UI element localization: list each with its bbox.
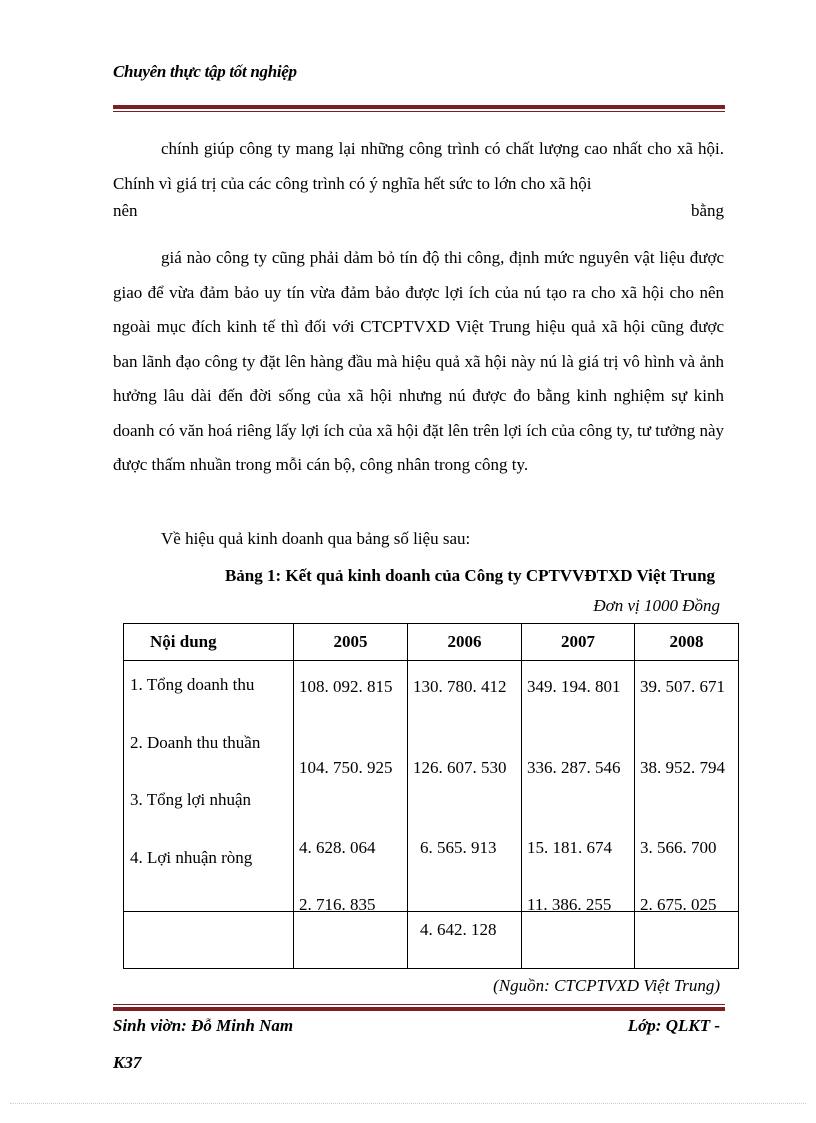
empty-cell [635,912,739,969]
value-2008-loi-nhuan-rong: 2. 675. 025 [640,895,717,914]
header-2008: 2008 [635,624,739,661]
table-source: (Nguồn: CTCPTVXD Việt Trung) [493,976,720,995]
header-rule [113,105,725,112]
paragraph-1: chính giúp công ty mang lại những công trình có chất lượng cao nhất cho xã hội. Chính vì giá trị của các công trình có ý nghĩa hết sức to lớn cho xã hội [113,139,724,193]
table-title: Bảng 1: Kết quả kinh doanh của Công ty CPTVVĐTXD Việt Trung [224,566,716,585]
value-2008-tong-doanh-thu: 39. 507. 671 [640,677,725,696]
results-table [123,623,739,969]
header-noi-dung: Nội dung [124,624,294,661]
header-2005: 2005 [294,624,408,661]
header-2006: 2006 [408,624,522,661]
table-unit: Đơn vị 1000 Đồng [593,596,720,615]
label-loi-nhuan-rong: 4. Lợi nhuận ròng [130,848,253,867]
table-row [124,661,739,912]
value-2007-loi-nhuan-rong: 11. 386. 255 [527,895,612,914]
footer-author: Sinh viờn: Đỗ Minh Nam [113,1016,294,1035]
col-2006-extra-cell [408,912,522,969]
value-2005-doanh-thu-thuan: 104. 750. 925 [299,758,393,777]
paragraph-1-word-bang: bằng [690,201,724,220]
col-2007-cell [522,661,635,912]
empty-cell [124,912,294,969]
paragraph-2: giá nào công ty cũng phải dảm bỏ tín độ thi công, định mức nguyên vật liệu được giao để vừa đảm bảo uy tín vừa đảm bảo được lợi ích của nú tạo ra cho xã hội cho nên ngoài mục đích kinh tế thì đối với CTCPTVXD Việt Trung hiệu quả xã hội cũng được ban lãnh đạo công ty đặt lên hàng đầu mà hiệu quả xã hội này nú là giá trị vô hình và ảnh hưởng lâu dài đến đời sống của xã hội nhưng nú được đo bằng kinh nghiệm sự kinh doanh có văn hoá riêng lấy lợi ích của xã hội đặt lên trên lợi ích của công ty, tư tưởng này được thấm nhuần trong mỗi cán bộ, công nhân trong công ty. [113,248,724,474]
col-2006-cell [408,661,522,912]
value-2008-tong-loi-nhuan: 3. 566. 700 [640,838,717,857]
value-2008-doanh-thu-thuan: 38. 952. 794 [640,758,725,777]
footer-rule [113,1004,725,1011]
col-2005-cell [294,661,408,912]
value-2006-doanh-thu-thuan: 126. 607. 530 [413,758,507,777]
paragraph-1-word-nen: nên [113,201,138,220]
label-tong-loi-nhuan: 3. Tổng lợi nhuận [130,790,252,809]
header-title: Chuyên thực tập tốt nghiệp [113,62,297,81]
col-2008-cell [635,661,739,912]
value-2007-doanh-thu-thuan: 336. 287. 546 [527,758,621,777]
value-2006-tong-loi-nhuan: 6. 565. 913 [420,838,497,857]
value-2007-tong-doanh-thu: 349. 194. 801 [527,677,621,696]
value-2005-tong-loi-nhuan: 4. 628. 064 [299,838,376,857]
value-2006-loi-nhuan-rong: 4. 642. 128 [420,920,497,939]
value-2005-tong-doanh-thu: 108. 092. 815 [299,677,393,696]
value-2006-tong-doanh-thu: 130. 780. 412 [413,677,507,696]
label-doanh-thu-thuan: 2. Doanh thu thuần [130,733,261,752]
empty-cell [294,912,408,969]
page-edge [10,1103,806,1104]
empty-cell [522,912,635,969]
row-labels-cell [124,661,294,912]
paragraph-3: Về hiệu quả kinh doanh qua bảng số liệu sau: [161,529,471,548]
header-2007: 2007 [522,624,635,661]
value-2007-tong-loi-nhuan: 15. 181. 674 [527,838,612,857]
paragraph-1-last-line [113,201,724,221]
footer-class-continued: K37 [113,1053,142,1072]
table-header-row [124,624,739,661]
value-2005-loi-nhuan-rong: 2. 716. 835 [299,895,376,914]
table-row [124,912,739,969]
label-tong-doanh-thu: 1. Tổng doanh thu [130,675,255,694]
footer-class: Lớp: QLKT - [627,1016,720,1035]
